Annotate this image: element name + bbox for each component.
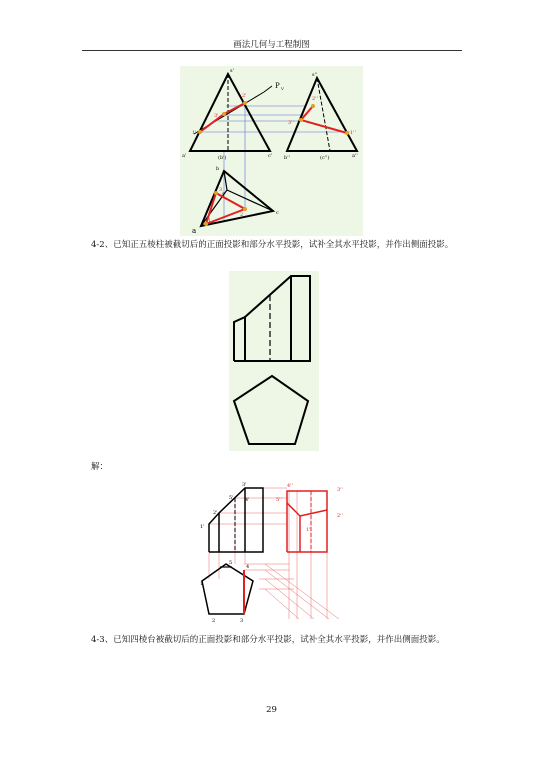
figure-pyramid	[180, 66, 363, 236]
label-5p: 5'	[229, 495, 234, 501]
label-a-top: a	[192, 227, 197, 235]
label-s-front: s'	[230, 68, 234, 74]
label-3-side: 3''	[288, 120, 294, 126]
point-2-top	[243, 207, 247, 211]
label-3-top: 3	[219, 187, 223, 193]
label-2p: 2'	[213, 510, 218, 516]
figure-prism-front	[229, 271, 319, 371]
page-number: 29	[266, 705, 277, 715]
page-header: 画法几何与工程制图	[233, 40, 310, 50]
problem-4-3: 4-3、已知四棱台被截切后的正面投影和部分水平投影，试补全其水平投影，并作出侧面投影。	[91, 635, 445, 645]
label-2-side: 2''	[312, 96, 318, 102]
label-b-side: b''	[284, 155, 290, 161]
label-1-front: 1'	[192, 130, 197, 136]
label-5-top: 5	[229, 560, 233, 566]
label-a-front: a'	[182, 153, 187, 159]
label-3-top: 3	[240, 618, 244, 624]
label-b-front: (b')	[218, 155, 227, 161]
label-s-side: s''	[312, 72, 318, 78]
figure-background	[229, 271, 319, 371]
label-1-top: 1	[200, 581, 204, 587]
point-2-front	[243, 101, 247, 105]
point-2-side	[311, 104, 315, 108]
label-3pp: 3''	[337, 487, 343, 493]
figure-prism-top	[229, 371, 319, 451]
answer-label: 解：	[91, 462, 109, 472]
label-2pp: 2''	[337, 513, 343, 519]
label-4-top: 4	[246, 564, 250, 570]
label-b-top: b	[216, 166, 220, 172]
label-c-front: c'	[268, 153, 273, 159]
label-1pp: 1''	[306, 527, 312, 533]
problem-4-2: 4-2、已知正五棱柱被截切后的正面投影和部分水平投影，试补全其水平投影，并作出侧面投影。	[91, 240, 454, 250]
point-1-front	[198, 130, 202, 134]
label-5pp: 5''	[276, 497, 282, 503]
point-3-side	[299, 118, 303, 122]
label-c-top: c	[276, 210, 279, 216]
label-4pp: 4''	[287, 483, 293, 489]
label-2-front: 2'	[242, 93, 247, 99]
figure-solution	[199, 479, 351, 624]
header-rule	[82, 50, 462, 51]
point-3-front	[222, 112, 226, 116]
label-plane: P	[275, 82, 280, 90]
point-1-side	[345, 131, 349, 135]
label-4p: 4'	[245, 497, 250, 503]
point-3-top	[214, 191, 218, 195]
label-a-side: a''	[352, 153, 358, 159]
label-3p: 3'	[242, 482, 247, 488]
label-1-side: 1''	[350, 130, 356, 136]
label-2-top: 2	[240, 212, 244, 218]
label-1-top: 1	[208, 218, 212, 224]
label-plane-sub: V	[281, 86, 284, 91]
label-1p: 1'	[200, 524, 205, 530]
label-2-top: 2	[212, 618, 216, 624]
label-s-top: s	[222, 191, 225, 197]
label-3-front: 3'	[214, 113, 219, 119]
label-c-side: (c'')	[320, 155, 330, 161]
